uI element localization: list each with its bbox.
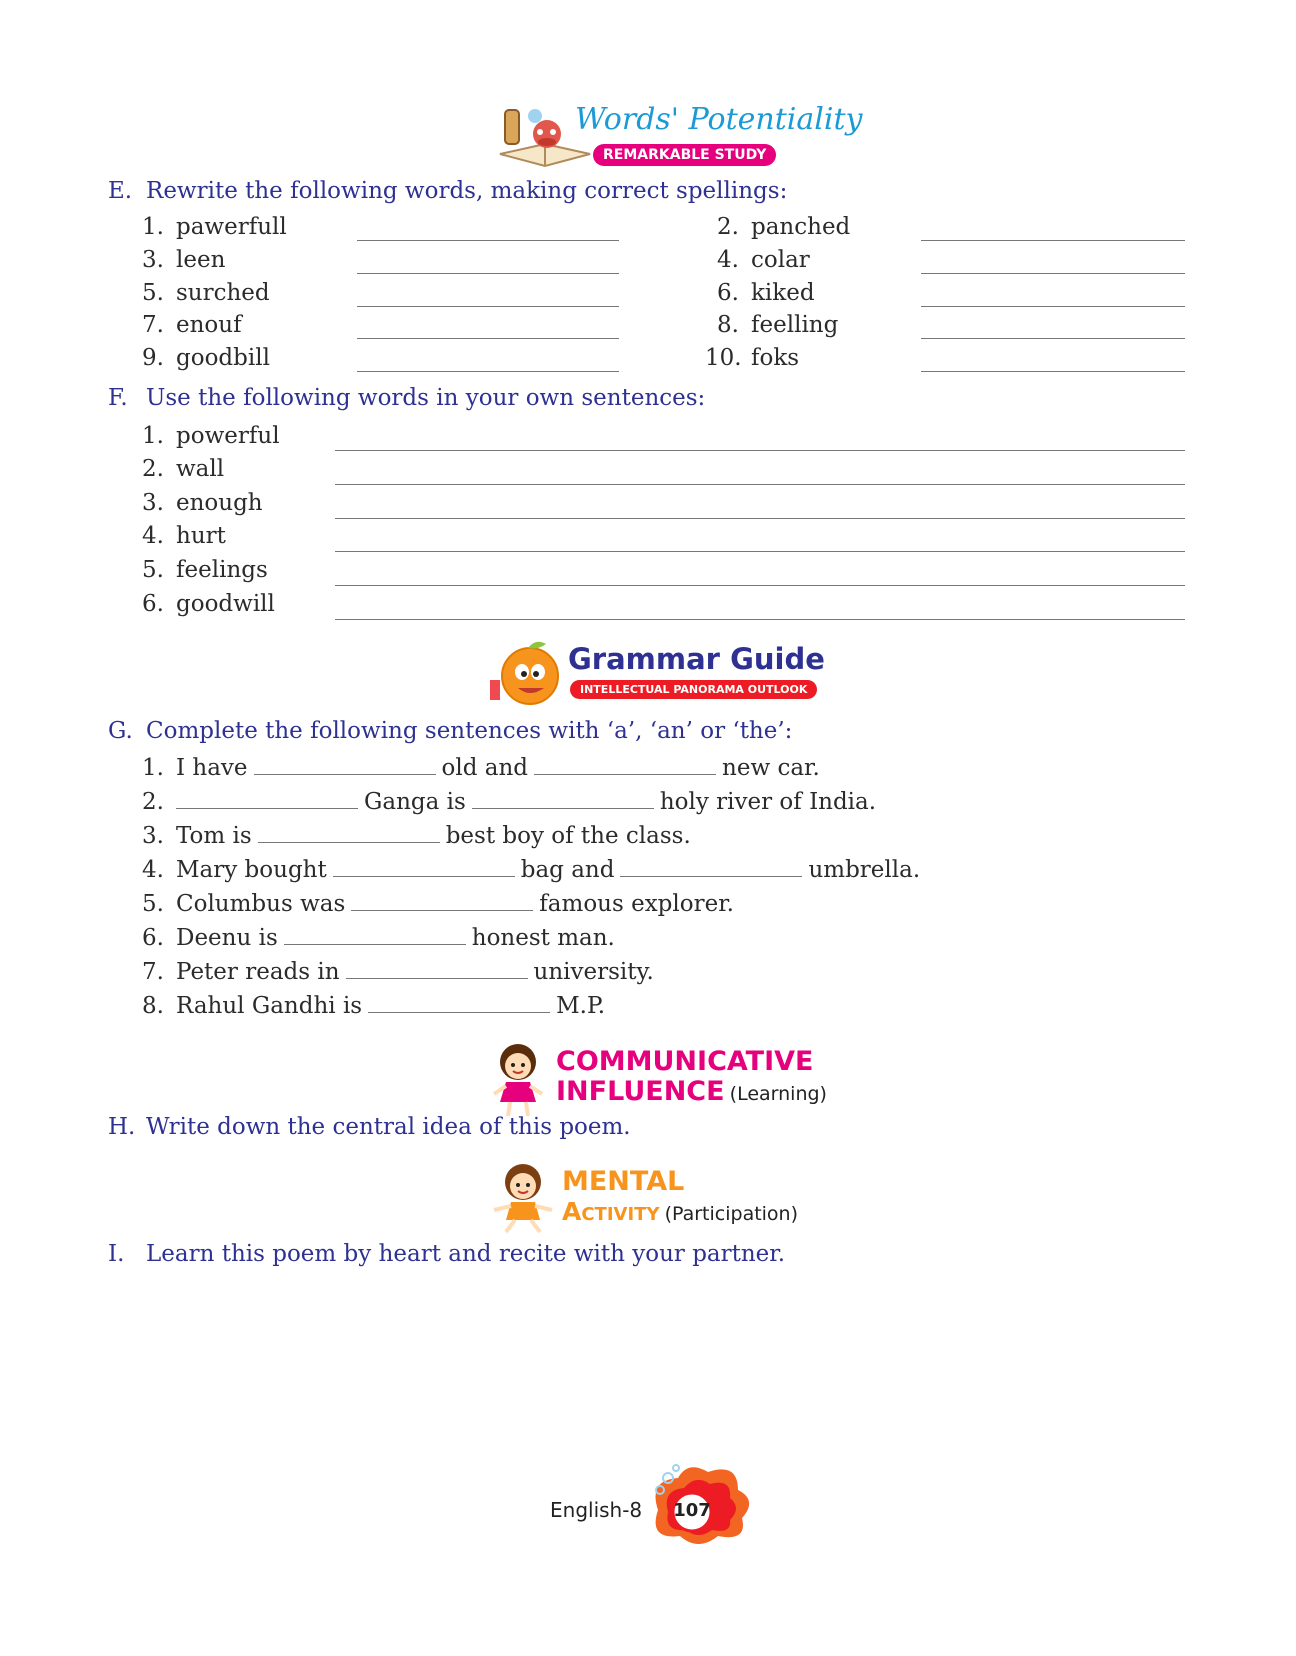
list-item: 8. feelling bbox=[717, 312, 839, 338]
mental-activity-banner bbox=[488, 1160, 828, 1236]
communicative-title: COMMUNICATIVE bbox=[556, 1046, 814, 1077]
section-e-letter: E. bbox=[108, 178, 133, 204]
answer-line[interactable] bbox=[335, 551, 1185, 552]
answer-line[interactable] bbox=[335, 518, 1185, 519]
intellectual-panorama-badge: INTELLECTUAL PANORAMA OUTLOOK bbox=[570, 680, 817, 699]
answer-line[interactable] bbox=[357, 371, 619, 372]
list-item: 2. wall bbox=[142, 456, 225, 482]
answer-line[interactable] bbox=[335, 619, 1185, 620]
list-item: 3. leen bbox=[142, 247, 226, 273]
page-footer bbox=[550, 1460, 770, 1550]
section-i-letter: I. bbox=[108, 1241, 125, 1267]
answer-blank[interactable] bbox=[472, 788, 654, 809]
list-item: 6. Deenu is honest man. bbox=[142, 925, 615, 951]
answer-blank[interactable] bbox=[258, 822, 440, 843]
list-item: 6. goodwill bbox=[142, 591, 275, 617]
answer-line[interactable] bbox=[357, 306, 619, 307]
section-f-instruction: Use the following words in your own sentences: bbox=[146, 385, 706, 411]
answer-line[interactable] bbox=[921, 240, 1185, 241]
list-item: 2. Ganga is holy river of India. bbox=[142, 789, 877, 815]
orange-mascot-icon bbox=[488, 636, 568, 710]
section-h-instruction: Write down the central idea of this poem. bbox=[146, 1114, 631, 1140]
list-item: 7. Peter reads in university. bbox=[142, 959, 654, 985]
answer-blank[interactable] bbox=[254, 754, 436, 775]
page-number: 107 bbox=[673, 1500, 711, 1521]
answer-line[interactable] bbox=[335, 450, 1185, 451]
answer-blank[interactable] bbox=[620, 856, 802, 877]
section-h-letter: H. bbox=[108, 1114, 136, 1140]
words-potentiality-banner bbox=[495, 102, 863, 174]
answer-line[interactable] bbox=[357, 240, 619, 241]
words-potentiality-title: Words' Potentiality bbox=[575, 102, 863, 137]
answer-line[interactable] bbox=[335, 484, 1185, 485]
list-item: 6. kiked bbox=[717, 280, 815, 306]
answer-blank[interactable] bbox=[368, 992, 550, 1013]
influence-title: INFLUENCE bbox=[556, 1076, 725, 1107]
book-name: English-8 bbox=[550, 1498, 643, 1522]
girl-mascot-icon bbox=[488, 1040, 548, 1120]
girl-mascot-icon bbox=[488, 1160, 558, 1236]
list-item: 5. surched bbox=[142, 280, 270, 306]
list-item: 7. enouf bbox=[142, 312, 242, 338]
section-i-instruction: Learn this poem by heart and recite with your partner. bbox=[146, 1241, 786, 1267]
answer-line[interactable] bbox=[335, 585, 1185, 586]
list-item: 1. powerful bbox=[142, 423, 280, 449]
section-g-heading bbox=[108, 718, 792, 744]
list-item: 2. panched bbox=[717, 214, 851, 240]
section-f-letter: F. bbox=[108, 385, 128, 411]
answer-line[interactable] bbox=[357, 338, 619, 339]
answer-blank[interactable] bbox=[176, 788, 358, 809]
mental-title: MENTAL bbox=[562, 1166, 685, 1197]
section-h-heading bbox=[108, 1114, 631, 1140]
list-item: 1. I have old and new car. bbox=[142, 755, 820, 781]
section-f-heading bbox=[108, 385, 705, 411]
activity-title: Activity bbox=[562, 1197, 660, 1226]
grammar-guide-title: Grammar Guide bbox=[568, 642, 825, 676]
communicative-influence-banner bbox=[488, 1040, 828, 1120]
section-i-heading bbox=[108, 1241, 785, 1267]
answer-blank[interactable] bbox=[351, 890, 533, 911]
grammar-guide-banner bbox=[488, 636, 825, 710]
list-item: 4. Mary bought bag and umbrella. bbox=[142, 857, 921, 883]
section-g-instruction: Complete the following sentences with ‘a’, ‘an’ or ‘the’: bbox=[146, 718, 793, 744]
list-item: 4. hurt bbox=[142, 523, 226, 549]
answer-blank[interactable] bbox=[534, 754, 716, 775]
list-item: 4. colar bbox=[717, 247, 810, 273]
answer-blank[interactable] bbox=[284, 924, 466, 945]
list-item: 3. Tom is best boy of the class. bbox=[142, 823, 691, 849]
answer-line[interactable] bbox=[921, 338, 1185, 339]
remarkable-study-badge: REMARKABLE STUDY bbox=[593, 144, 776, 166]
section-g-letter: G. bbox=[108, 718, 133, 744]
list-item: 9. goodbill bbox=[142, 345, 270, 371]
list-item: 1. pawerfull bbox=[142, 214, 287, 240]
section-e-instruction: Rewrite the following words, making correct spellings: bbox=[146, 178, 788, 204]
answer-blank[interactable] bbox=[346, 958, 528, 979]
list-item: 8. Rahul Gandhi is M.P. bbox=[142, 993, 606, 1019]
list-item: 3. enough bbox=[142, 490, 263, 516]
answer-line[interactable] bbox=[921, 273, 1185, 274]
section-e-heading bbox=[108, 178, 787, 204]
answer-line[interactable] bbox=[921, 371, 1185, 372]
activity-line bbox=[562, 1197, 798, 1226]
answer-line[interactable] bbox=[921, 306, 1185, 307]
list-item: 5. feelings bbox=[142, 557, 268, 583]
list-item: 10. foks bbox=[705, 345, 800, 371]
participation-note: (Participation) bbox=[664, 1203, 799, 1225]
answer-line[interactable] bbox=[357, 273, 619, 274]
learning-note: (Learning) bbox=[729, 1083, 827, 1105]
influence-line bbox=[556, 1076, 827, 1107]
answer-blank[interactable] bbox=[333, 856, 515, 877]
list-item: 5. Columbus was famous explorer. bbox=[142, 891, 734, 917]
